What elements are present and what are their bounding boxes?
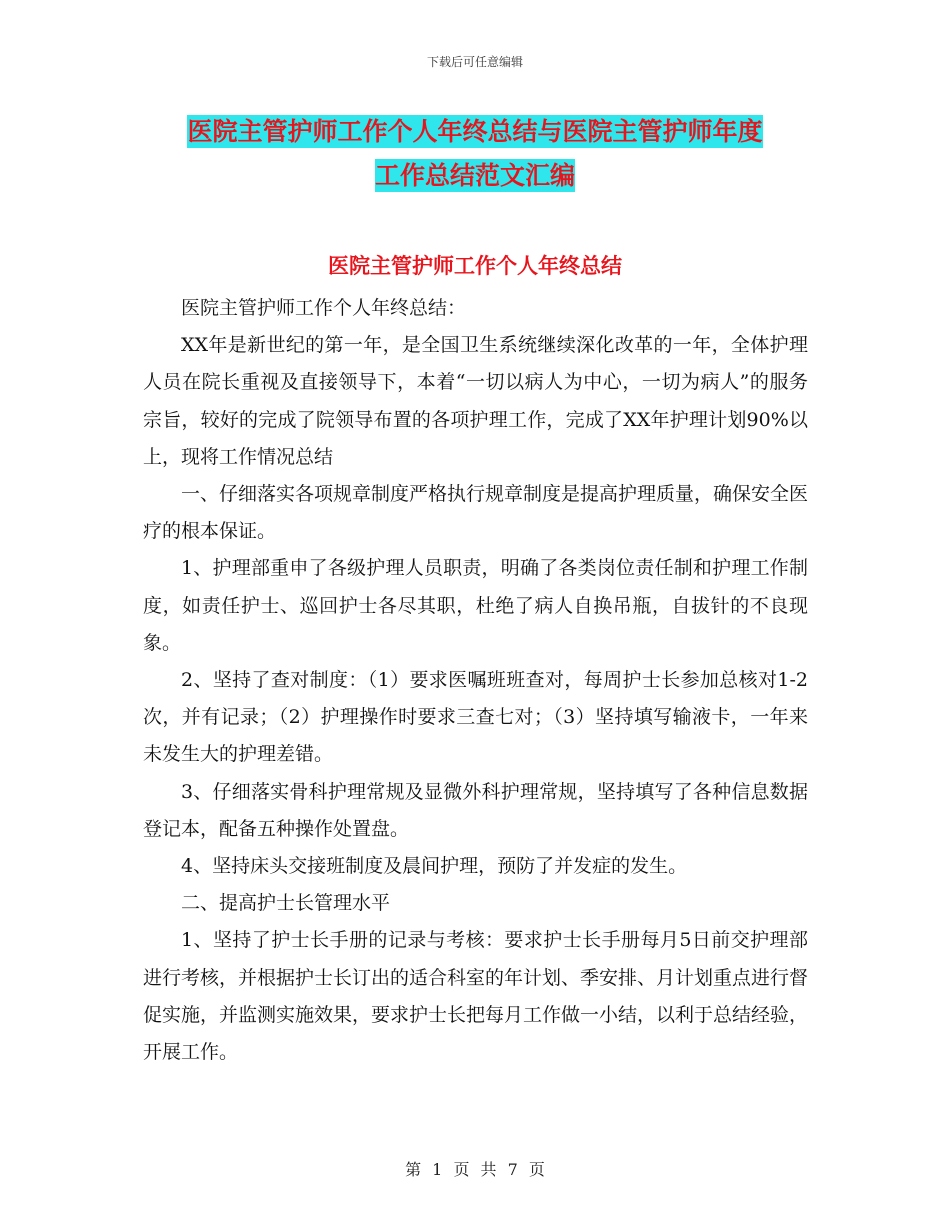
paragraph: XX年是新世纪的第一年，是全国卫生系统继续深化改革的一年，全体护理人员在院长重视及直接领导下，本着“一切以病人为中心，一切为病人”的服务宗旨，较好的完成了院领导布置的各项护理工作，完成了XX年护理计划90%以上，现将工作情况总结 [143, 334, 808, 468]
paragraph: 1、护理部重申了各级护理人员职责，明确了各类岗位责任制和护理工作制度，如责任护士、巡回护士各尽其职，杜绝了病人自换吊瓶，自拔针的不良现象。 [143, 557, 808, 654]
paragraph: 一、仔细落实各项规章制度严格执行规章制度是提高护理质量，确保安全医疗的根本保证。 [143, 483, 809, 543]
paragraph: 2、坚持了查对制度：（1）要求医嘱班班查对，每周护士长参加总核对1-2次，并有记录；（2）护理操作时要求三查七对；（3）坚持填写输液卡，一年来未发生大的护理差错。 [143, 669, 808, 766]
paragraph: 二、提高护士长管理水平 [181, 892, 391, 915]
document-title-line-2 [140, 156, 810, 192]
header-note: 下载后可任意编辑 [426, 55, 523, 69]
paragraph: 1、坚持了护士长手册的记录与考核：要求护士长手册每月5日前交护理部进行考核，并根据护士长订出的适合科室的年计划、季安排、月计划重点进行督促实施，并监测实施效果，要求护士长把每月工作做一小结，以利于总结经验，开展工作。 [143, 929, 809, 1064]
page-number-footer: 第 1 页 共 7 页 [405, 1160, 545, 1179]
section-title: 医院主管护师工作个人年终总结 [328, 254, 622, 278]
paragraph: 4、坚持床头交接班制度及晨间护理，预防了并发症的发生。 [181, 855, 688, 878]
title-line-1-text: 医院主管护师工作个人年终总结与医院主管护师年度 [187, 117, 763, 146]
title-line-2-text: 工作总结范文汇编 [374, 161, 575, 190]
paragraph: 3、仔细落实骨科护理常规及显微外科护理常规，坚持填写了各种信息数据登记本，配备五种操作处置盘。 [143, 780, 808, 840]
document-title-line-1 [140, 112, 810, 148]
body-text [143, 290, 808, 1071]
paragraph: 医院主管护师工作个人年终总结： [181, 297, 467, 319]
